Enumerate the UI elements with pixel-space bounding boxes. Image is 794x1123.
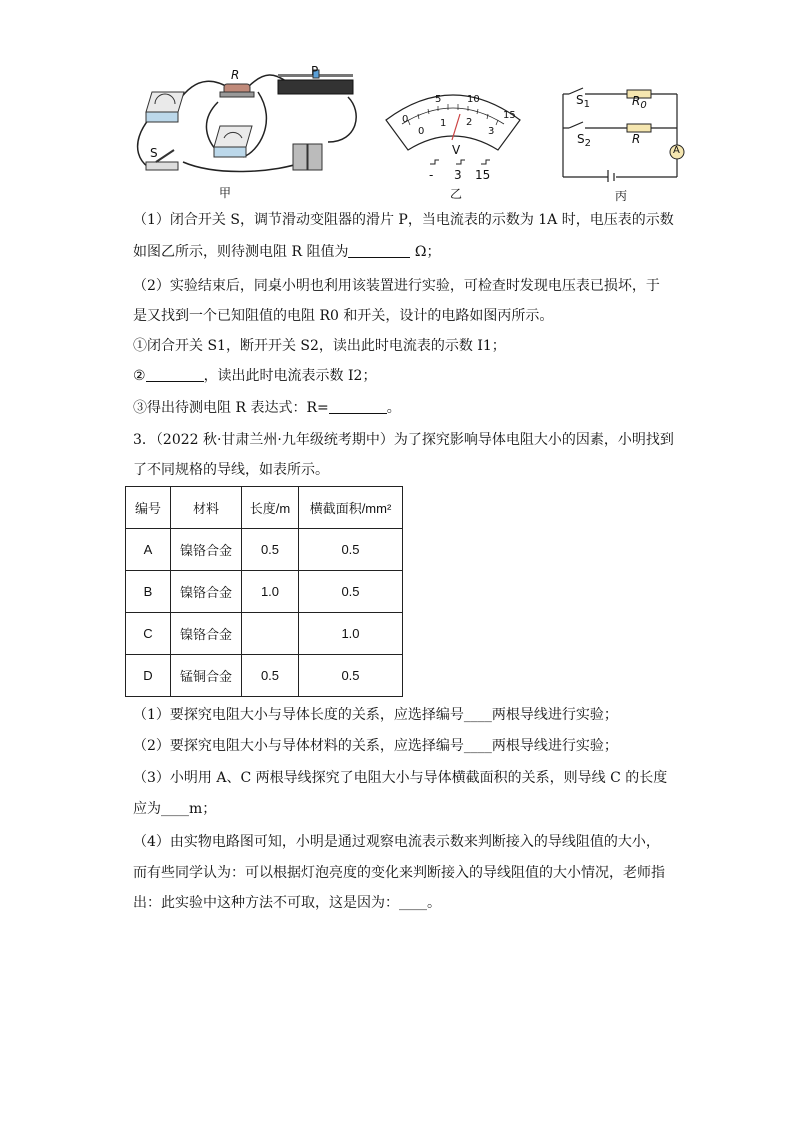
answer-blank[interactable]	[348, 243, 410, 258]
table-cell: 0.5	[242, 529, 299, 571]
resistor-r	[627, 124, 651, 132]
figure-yi-voltmeter-dial	[378, 80, 528, 188]
q3-intro-line2: 了不同规格的导线，如表所示。	[133, 462, 329, 478]
figure-jia-apparatus	[128, 62, 368, 192]
q2-step3: ③得出待测电阻 R 表达式：R= 。	[133, 400, 401, 416]
terminal-minus: -	[429, 168, 434, 182]
wire	[328, 97, 356, 142]
voltmeter-device	[214, 126, 252, 157]
q3-sub4-line3: 出：此实验中这种方法不可取，这是因为：____。	[133, 895, 441, 911]
switch-s2	[569, 122, 583, 128]
label-r: R	[632, 132, 641, 146]
table-cell: 镍铬合金	[171, 571, 242, 613]
lower-scale-1: 1	[440, 118, 447, 129]
terminal-3: 3	[454, 168, 462, 182]
meter-unit: V	[452, 143, 461, 157]
resistor-R	[220, 84, 254, 97]
upper-scale-10: 10	[467, 94, 480, 105]
table-header: 横截面积/mm²	[299, 487, 403, 529]
table-row	[126, 529, 403, 571]
answer-blank[interactable]	[329, 399, 387, 414]
table-cell: 镍铬合金	[171, 613, 242, 655]
upper-scale-15: 15	[503, 110, 516, 121]
caption-bing: 丙	[615, 189, 628, 203]
figure-bing-circuit	[555, 80, 685, 182]
q2-part2-line1: （2）实验结束后，同桌小明也利用该装置进行实验，可检查时发现电压表已损坏，于	[133, 278, 660, 294]
table-cell: A	[126, 529, 171, 571]
q3-sub3-line1: （3）小明用 A、C 两根导线探究了电阻大小与导体横截面积的关系，则导线 C 的长度	[133, 770, 668, 786]
q3-sub4-line2: 而有些同学认为：可以根据灯泡亮度的变化来判断接入的导线阻值的大小情况，老师指	[133, 865, 665, 881]
table-cell: 镍铬合金	[171, 529, 242, 571]
table-header: 长度/m	[242, 487, 299, 529]
table-row	[126, 571, 403, 613]
table-cell-empty[interactable]	[242, 613, 299, 655]
q2-part2-line2: 是又找到一个已知阻值的电阻 R0 和开关，设计的电路如图丙所示。	[133, 308, 554, 324]
table-cell: 1.0	[299, 613, 403, 655]
lower-scale-2: 2	[466, 117, 473, 128]
q3-sub3-line2: 应为____m；	[133, 801, 217, 817]
label-S: S	[150, 146, 158, 160]
q3-intro-line1: 3．（2022 秋·甘肃兰州·九年级统考期中）为了探究影响导体电阻大小的因素，小明找到	[133, 432, 674, 448]
q3-sub2: （2）要探究电阻大小与导体材料的关系，应选择编号____两根导线进行实验；	[133, 738, 618, 754]
q3-sub4-line1: （4）由实物电路图可知，小明是通过观察电流表示数来判断接入的导线阻值的大小，	[133, 834, 660, 850]
table-row	[126, 655, 403, 697]
wire-spec-table	[125, 486, 403, 697]
table-cell: B	[126, 571, 171, 613]
table-cell: C	[126, 613, 171, 655]
q2-step2: ② ，读出此时电流表示数 I2；	[133, 368, 377, 384]
wire	[183, 162, 303, 171]
label-ammeter: A	[673, 145, 680, 156]
wire	[243, 92, 266, 157]
table-cell: 1.0	[242, 571, 299, 613]
label-r0: $R_0$	[632, 94, 647, 111]
label-P: P	[311, 64, 319, 78]
lower-scale-3: 3	[488, 126, 495, 137]
terminal-15: 15	[475, 168, 491, 182]
table-cell: 锰铜合金	[171, 655, 242, 697]
table-row	[126, 613, 403, 655]
table-cell: D	[126, 655, 171, 697]
label-s2: $S_2$	[577, 132, 591, 149]
caption-yi: 乙	[450, 187, 463, 201]
table-cell: 0.5	[299, 655, 403, 697]
battery	[293, 144, 322, 170]
terminals	[430, 160, 490, 164]
q2-part1-line1: （1）闭合开关 S，调节滑动变阻器的滑片 P，当电流表的示数为 1A 时，电压表的示数	[133, 212, 674, 228]
label-s1: $S_1$	[576, 93, 590, 110]
ammeter-device	[146, 92, 184, 122]
table-cell: 0.5	[299, 571, 403, 613]
table-header-row	[126, 487, 403, 529]
lower-scale-0: 0	[418, 126, 425, 137]
q2-step1: ①闭合开关 S1，断开开关 S2，读出此时电流表的示数 I1；	[133, 338, 506, 354]
table-cell: 0.5	[299, 529, 403, 571]
table-header: 编号	[126, 487, 171, 529]
q2-part1-line2: 如图乙所示，则待测电阻 R 阻值为 Ω；	[133, 244, 441, 260]
table-cell: 0.5	[242, 655, 299, 697]
upper-scale-0: 0	[402, 114, 409, 125]
upper-scale-5: 5	[435, 94, 442, 105]
answer-blank[interactable]	[146, 367, 204, 382]
caption-jia: 甲	[219, 186, 232, 200]
table-header: 材料	[171, 487, 242, 529]
label-R: R	[231, 68, 240, 82]
q3-sub1: （1）要探究电阻大小与导体长度的关系，应选择编号____两根导线进行实验；	[133, 707, 618, 723]
